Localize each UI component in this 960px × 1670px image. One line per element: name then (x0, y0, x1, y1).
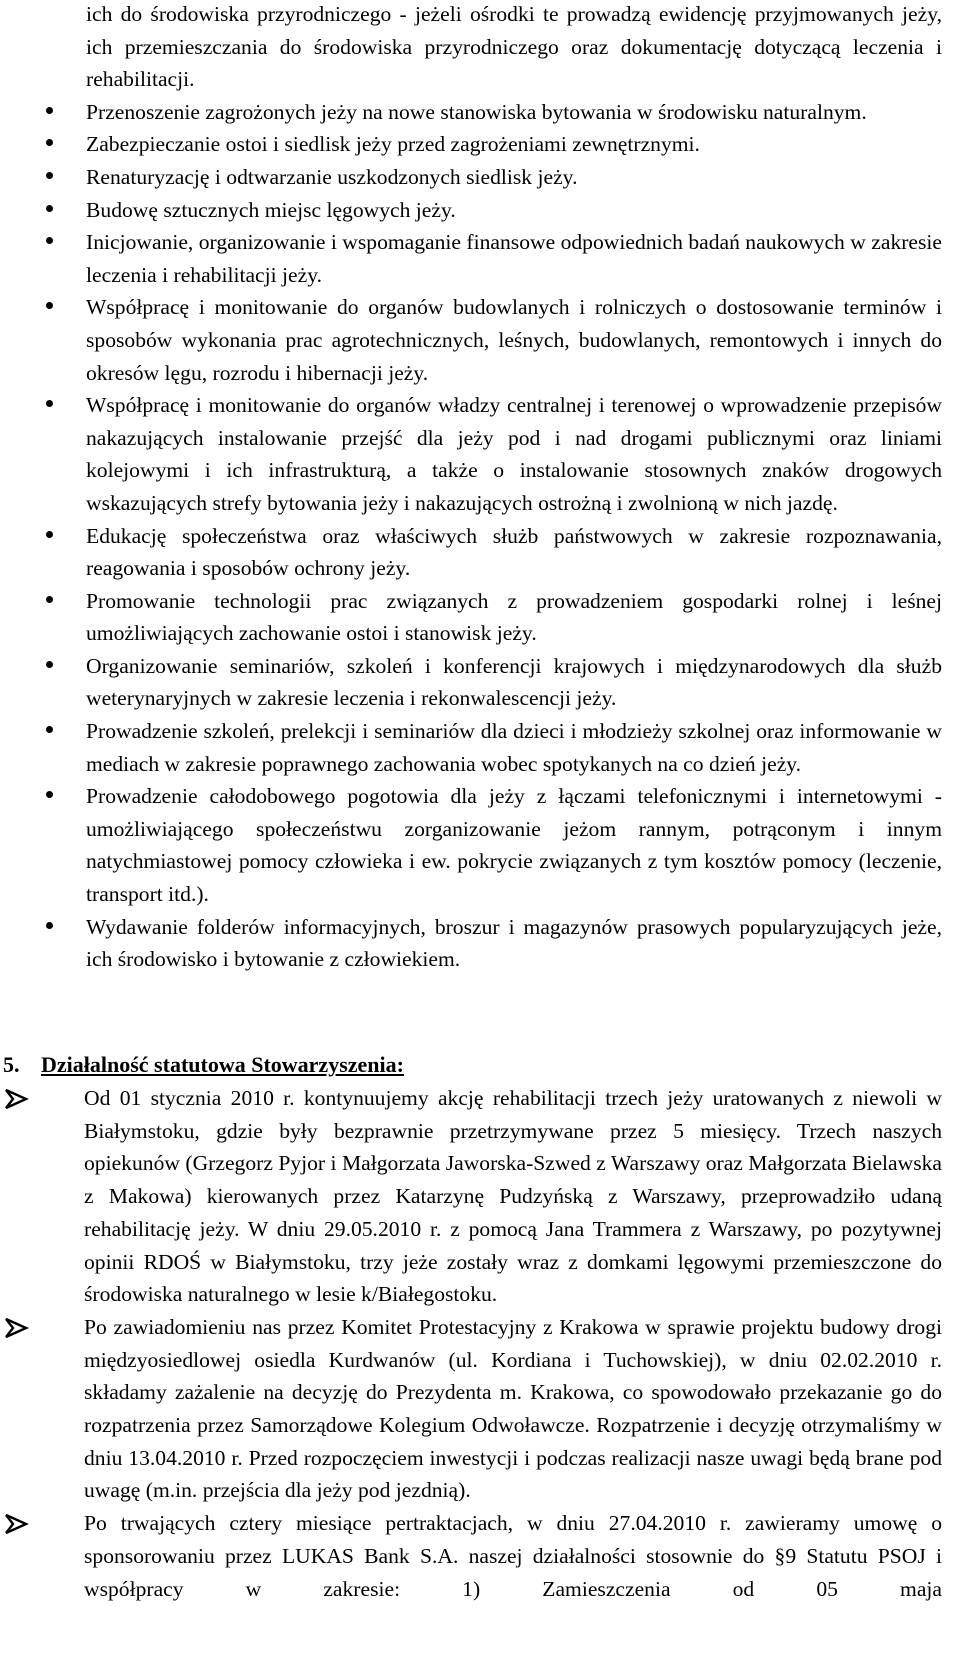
bullet-icon (46, 139, 53, 146)
list-item (46, 650, 942, 715)
arrow-bullet-icon (3, 1317, 33, 1339)
list-item-text: Edukację społeczeństwa oraz właściwych służb państwowych w zakresie rozpoznawania, reagowania i sposobów ochrony jeży. (86, 523, 942, 581)
section-title: Działalność statutowa Stowarzyszenia: (41, 1052, 404, 1077)
bullet-icon (46, 726, 53, 733)
list-item-text: Organizowanie seminariów, szkoleń i konferencji krajowych i międzynarodowych dla służb weterynaryjnych w zakresie leczenia i rekonwalescencji jeży. (86, 653, 942, 711)
list-item-text: Współpracę i monitowanie do organów władzy centralnej i terenowej o wprowadzenie przepisów nakazujących instalowanie przejść dla jeży pod i nad drogami publicznymi oraz liniami kolejowymi i ich infrastrukturą, a także o instalowanie stosownych znaków drogowych wskazujących strefy bytowania jeży i nakazujących ostrożną i zwolnioną w nich jazdę. (86, 393, 942, 515)
section-heading (3, 1049, 404, 1081)
list-item-continuation (46, 0, 942, 96)
list-item (46, 585, 942, 650)
section-number: 5. (3, 1052, 20, 1077)
arrow-bullet-icon (3, 1088, 33, 1110)
list-item-text: Prowadzenie szkoleń, prelekcji i seminariów dla dzieci i młodzieży szkolnej oraz informowanie w mediach w zakresie poprawnego zachowania wobec spotykanych na co dzień jeży. (86, 719, 942, 776)
list-item-text: Po zawiadomieniu nas przez Komitet Protestacyjny z Krakowa w sprawie projektu budowy drogi międzyosiedlowej osiedla Kurdwanów (ul. Kordiana i Tuchowskiej), w dniu 02.02.2010 r. składamy zażalenie na decyzję do Prezydenta m. Krakowa, co spowodowało przekazanie go do rozpatrzenia przez Samorządowe Kolegium Odwoławcze. Rozpatrzenie i decyzję otrzymaliśmy w dniu 13.04.2010 r. Przed rozpoczęciem inwestycji i podczas realizacji nasze uwagi będą brane pod uwagę (m.in. przejścia dla jeży pod jezdnią). (84, 1314, 942, 1503)
list-item-text: Promowanie technologii prac związanych z prowadzeniem gospodarki rolnej i leśnej umożliwiających zachowanie ostoi i stanowisk jeży. (86, 588, 942, 646)
bullet-icon (46, 661, 53, 668)
list-item (46, 520, 942, 585)
bullet-icon (46, 791, 53, 798)
list-item-text: Renaturyzację i odtwarzanie uszkodzonych siedlisk jeży. (86, 164, 578, 189)
list-item (46, 389, 942, 519)
bullet-icon (46, 400, 53, 407)
list-item (46, 911, 942, 976)
list-item-text: Wydawanie folderów informacyjnych, broszur i magazynów prasowych popularyzujących jeże, ich środowisko i bytowanie z człowiekiem. (86, 914, 942, 972)
list-item (46, 226, 942, 291)
list-item (46, 780, 942, 910)
list-item-text: Prowadzenie całodobowego pogotowia dla jeży z łączami telefonicznymi i internetowymi - umożliwiającego społeczeństwu zorganizowanie jeżom rannym, potrąconym i innym natychmiastowej pomocy człowieka i ew. pokrycie związanych z tym kosztów pomocy (leczenie, transport itd.). (86, 784, 942, 907)
list-item-text: Od 01 stycznia 2010 r. kontynuujemy akcję rehabilitacji trzech jeży uratowanych z niewoli w Białymstoku, gdzie były bezprawnie przetrzymywane przez 5 miesięcy. Trzech naszych opiekunów (Grzegorz Pyjor i Małgorzata Jaworska-Szwed z Warszawy oraz Małgorzata Bielawska z Makowa) kierowanych przez Katarzynę Pudzyńską z Warszawy, przeprowadziło udaną rehabilitację jeży. W dniu 29.05.2010 r. z pomocą Jana Trammera z Warszawy, po pozytywnej opinii RDOŚ w Białymstoku, trzy jeże zostały wraz z domkami lęgowymi przemieszczone do środowiska naturalnego w lesie k/Białegostoku. (84, 1086, 942, 1307)
list-item-text: Współpracę i monitowanie do organów budowlanych i rolniczych o dostosowanie terminów i sposobów wykonania prac agrotechnicznych, leśnych, budowlanych, remontowych i innych do okresów lęgu, rozrodu i hibernacji jeży. (86, 295, 942, 385)
list-item-text: ich do środowiska przyrodniczego - jeżeli ośrodki te prowadzą ewidencję przyjmowanych jeży, ich przemieszczania do środowiska przyrodniczego oraz dokumentację dotyczącą leczenia i rehabilitacji. (86, 2, 942, 92)
list-item (46, 194, 942, 227)
list-item-text: Po trwających cztery miesiące pertraktacjach, w dniu 27.04.2010 r. zawieramy umowę o sponsorowaniu przez LUKAS Bank S.A. naszej działalności stosownie do §9 Statutu PSOJ i współpracy w zakresie: 1) Zamieszczenia od 05 maja (84, 1511, 942, 1601)
list-item-text: Inicjowanie, organizowanie i wspomaganie finansowe odpowiednich badań naukowych w zakresie leczenia i rehabilitacji jeży. (86, 230, 942, 287)
list-item (46, 715, 942, 780)
list-item (46, 291, 942, 389)
arrow-list-item (3, 1507, 942, 1605)
bullet-icon (46, 531, 53, 538)
bullet-icon (46, 302, 53, 309)
bullet-icon (46, 107, 53, 114)
list-item-text: Zabezpieczanie ostoi i siedlisk jeży przed zagrożeniami zewnętrznymi. (86, 132, 700, 157)
bullet-list (46, 0, 942, 976)
arrow-list-item (3, 1082, 942, 1311)
list-item-text: Przenoszenie zagrożonych jeży na nowe stanowiska bytowania w środowisku naturalnym. (86, 99, 867, 124)
arrow-list-item (3, 1311, 942, 1507)
bullet-icon (46, 205, 53, 212)
bullet-icon (46, 237, 53, 244)
bullet-icon (46, 172, 53, 179)
list-item (46, 161, 942, 194)
list-item (46, 128, 942, 161)
list-item (46, 96, 942, 129)
bullet-icon (46, 596, 53, 603)
bullet-icon (46, 922, 53, 929)
arrow-bullet-icon (3, 1513, 33, 1535)
list-item-text: Budowę sztucznych miejsc lęgowych jeży. (86, 197, 456, 222)
arrow-list (3, 1082, 942, 1605)
